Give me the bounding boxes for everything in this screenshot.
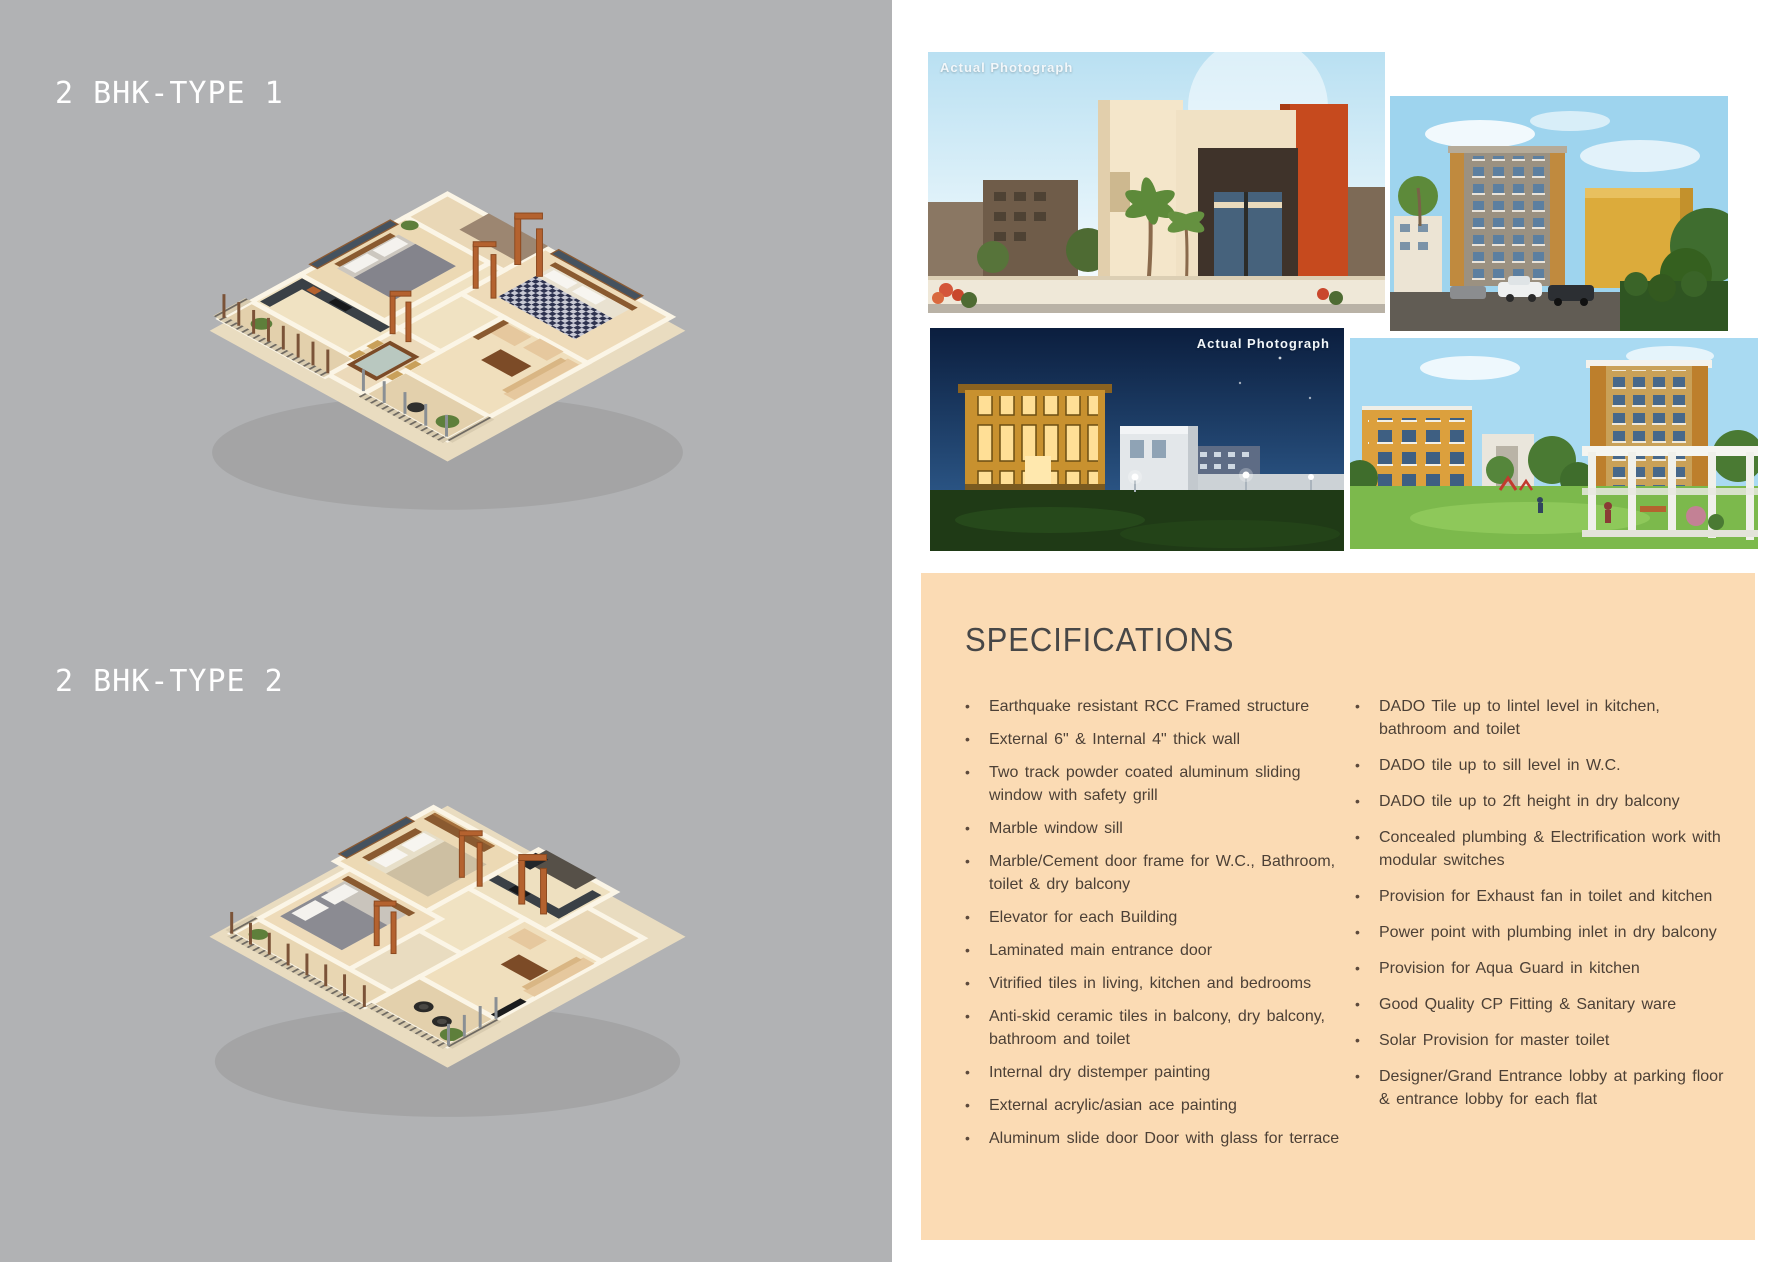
photo-garden-render (1350, 338, 1758, 549)
spec-item: • Internal dry distemper painting (965, 1061, 1341, 1084)
spec-item: • DADO Tile up to lintel level in kitchen, bathroom and toilet (1355, 695, 1729, 741)
actual-photograph-label: Actual Photograph (1196, 336, 1330, 351)
bullet-dot: • (965, 1064, 970, 1080)
spec-item: • Anti-skid ceramic tiles in balcony, dry balcony, bathroom and toilet (965, 1005, 1341, 1051)
spec-item: • Provision for Exhaust fan in toilet and kitchen (1355, 885, 1729, 908)
bullet-dot: • (965, 942, 970, 958)
specifications-title: SPECIFICATIONS (965, 621, 1235, 658)
spec-item: • Earthquake resistant RCC Framed structure (965, 695, 1341, 718)
photo-complex-render (1390, 96, 1728, 331)
specifications-right-column (1355, 695, 1729, 1160)
floorplan-type1-image (200, 126, 695, 581)
bullet-dot: • (965, 731, 970, 747)
bullet-dot: • (1355, 757, 1360, 773)
bullet-dot: • (965, 975, 970, 991)
floorplan-panel (0, 0, 892, 1262)
photo-clubhouse-night (930, 328, 1344, 551)
actual-photograph-label: Actual Photograph (940, 60, 1074, 75)
bullet-dot: • (1355, 793, 1360, 809)
spec-item: • Elevator for each Building (965, 906, 1341, 929)
photo-clubhouse-night-drawing (930, 328, 1344, 551)
spec-item: • Aluminum slide door Door with glass for terrace (965, 1127, 1341, 1150)
bullet-dot: • (1355, 1068, 1360, 1084)
bullet-dot: • (1355, 1032, 1360, 1048)
bullet-dot: • (965, 909, 970, 925)
bullet-dot: • (965, 1008, 970, 1024)
bullet-dot: • (965, 698, 970, 714)
spec-item: • Two track powder coated aluminum sliding window with safety grill (965, 761, 1341, 807)
bullet-dot: • (1355, 829, 1360, 845)
spec-item: • Designer/Grand Entrance lobby at parking floor & entrance lobby for each flat (1355, 1065, 1729, 1111)
spec-item: • Provision for Aqua Guard in kitchen (1355, 957, 1729, 980)
photo-building-day (928, 52, 1385, 313)
bullet-dot: • (1355, 960, 1360, 976)
bullet-dot: • (965, 820, 970, 836)
section-title-type1: 2 BHK-TYPE 1 (55, 76, 284, 111)
spec-item: • Marble/Cement door frame for W.C., Bathroom, toilet & dry balcony (965, 850, 1341, 896)
spec-item: • Marble window sill (965, 817, 1341, 840)
bullet-dot: • (1355, 888, 1360, 904)
floorplan-type2-image (200, 710, 695, 1205)
specifications-columns (965, 695, 1729, 1160)
bullet-dot: • (1355, 698, 1360, 714)
section-title-type2: 2 BHK-TYPE 2 (55, 664, 284, 699)
bullet-dot: • (965, 853, 970, 869)
spec-item: • Vitrified tiles in living, kitchen and bedrooms (965, 972, 1341, 995)
photo-building-day-drawing (928, 52, 1385, 313)
photo-garden-render-drawing (1350, 338, 1758, 549)
bullet-dot: • (965, 1130, 970, 1146)
spec-item: • Good Quality CP Fitting & Sanitary ware (1355, 993, 1729, 1016)
bullet-dot: • (1355, 924, 1360, 940)
photo-complex-render-drawing (1390, 96, 1728, 331)
bullet-dot: • (1355, 996, 1360, 1012)
spec-item: • DADO tile up to 2ft height in dry balcony (1355, 790, 1729, 813)
spec-item: • Laminated main entrance door (965, 939, 1341, 962)
specifications-left-column (965, 695, 1341, 1160)
floorplan-type2-drawing (200, 710, 695, 1205)
spec-item: • DADO tile up to sill level in W.C. (1355, 754, 1729, 777)
spec-item: • Solar Provision for master toilet (1355, 1029, 1729, 1052)
spec-item: • External 6" & Internal 4" thick wall (965, 728, 1341, 751)
bullet-dot: • (965, 1097, 970, 1113)
bullet-dot: • (965, 764, 970, 780)
spec-item: • Concealed plumbing & Electrification work with modular switches (1355, 826, 1729, 872)
spec-item: • External acrylic/asian ace painting (965, 1094, 1341, 1117)
floorplan-type1-drawing (200, 126, 695, 581)
specifications-panel (921, 573, 1755, 1240)
spec-item: • Power point with plumbing inlet in dry balcony (1355, 921, 1729, 944)
